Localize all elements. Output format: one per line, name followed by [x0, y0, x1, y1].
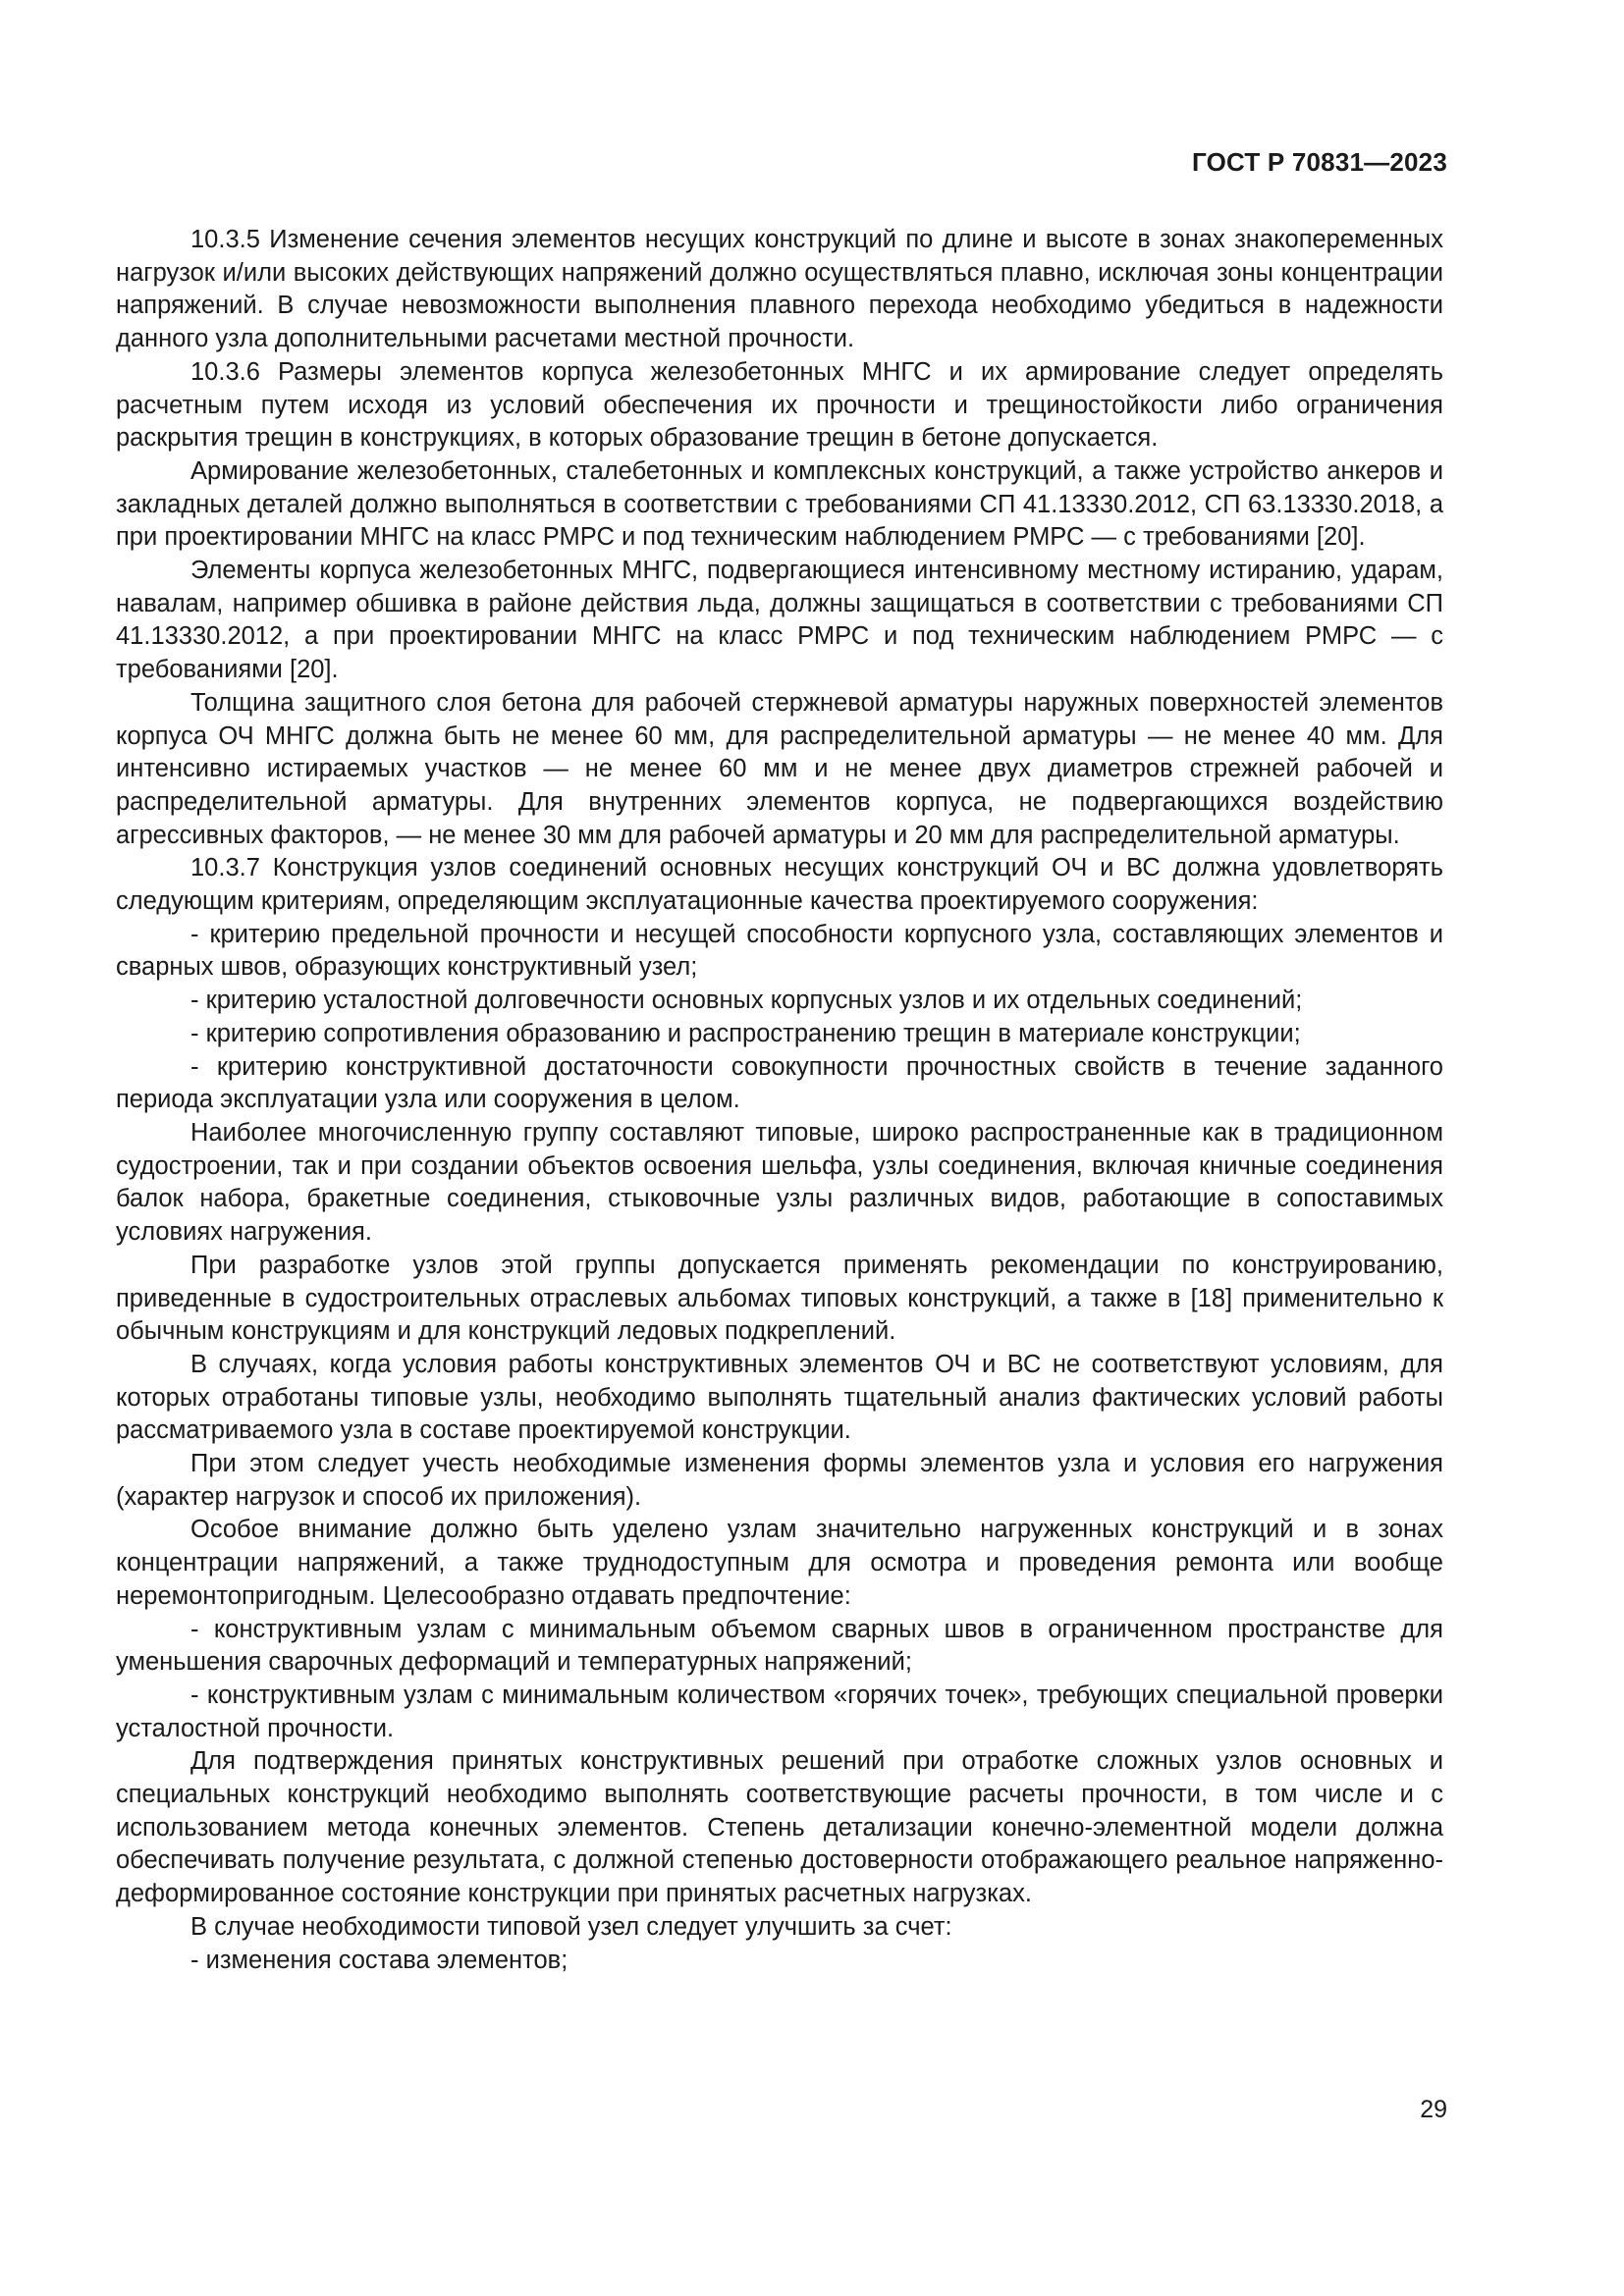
list-item-ultimate-strength: - критерию предельной прочности и несущей способности корпусного узла, составляющих элементов и сварных швов, образующих конструктивный узел;	[116, 920, 1443, 982]
list-item-change-composition: - изменения состава элементов;	[190, 1946, 568, 1974]
list-item-structural-sufficiency: - критерию конструктивной достаточности совокупности прочностных свойств в течение заданного периода эксплуатации узла или сооружения в целом.	[116, 1052, 1443, 1114]
paragraph-concrete-cover: Толщина защитного слоя бетона для рабочей стержневой арматуры наружных поверхностей элементов корпуса ОЧ МНГС должна быть не менее 60 мм, для распределительной арматуры — не менее 40 мм. Для интенсивно истираемых участков — не менее 60 мм и не менее двух диаметров стрежней рабочей и распределительной арматуры. Для внутренних элементов корпуса, не подвергающихся воздействию агрессивных факторов, — не менее 30 мм для рабочей арматуры и 20 мм для распределительной арматуры.	[116, 688, 1443, 849]
page-number: 29	[1420, 2096, 1447, 2123]
paragraph-special-attention: Особое внимание должно быть уделено узлам значительно нагруженных конструкций и в зонах концентрации напряжений, а также труднодоступным для осмотра и проведения ремонта или вообще неремонтопригодным. Целесообразно отдавать предпочтение:	[116, 1516, 1443, 1610]
paragraph-10-3-7: 10.3.7 Конструкция узлов соединений основных несущих конструкций ОЧ и ВС должна удовлетворять следующим критериям, определяющим эксплуатационные качества проектируемого сооружения:	[116, 854, 1443, 916]
list-item-hot-spots: - конструктивным узлам с минимальным количеством «горячих точек», требующих специальной проверки усталостной прочности.	[116, 1681, 1443, 1742]
paragraph-improve-node: В случае необходимости типовой узел следует улучшить за счет:	[190, 1912, 952, 1941]
paragraph-design-recommendations: При разработке узлов этой группы допускается применять рекомендации по конструированию, приведенные в судостроительных отраслевых альбомах типовых конструкций, а также в [18] применительно к обычным конструкциям и для конструкций ледовых подкреплений.	[116, 1251, 1443, 1346]
list-item-crack-resistance: - критерию сопротивления образованию и распространению трещин в материале конструкции;	[190, 1019, 1301, 1047]
list-item-fatigue: - критерию усталостной долговечности основных корпусных узлов и их отдельных соединений;	[190, 987, 1303, 1015]
paragraph-hull-protection: Элементы корпуса железобетонных МНГС, подвергающиеся интенсивному местному истиранию, ударам, навалам, например обшивка в районе действия льда, должны защищаться в соответствии с требованиями СП 41.13330.2012, а при проектировании МНГС на класс РМРС и под техническим наблюдением РМРС — с требованиями [20].	[116, 557, 1443, 684]
paragraph-fem-verification: Для подтверждения принятых конструктивных решений при отработке сложных узлов основных и специальных конструкций необходимо выполнять соответствующие расчеты прочности, в том числе и с использованием метода конечных элементов. Степень детализации конечно-элементной модели должна обеспечивать получение результата, с должной степенью достоверности отображающего реальное напряженно-деформированное состояние конструкции при принятых расчетных нагрузках.	[116, 1747, 1443, 1908]
paragraph-reinforcement: Армирование железобетонных, сталебетонных и комплексных конструкций, а также устройство анкеров и закладных деталей должно выполняться в соответствии с требованиями СП 41.13330.2012, СП 63.13330.2018, а при проектировании МНГС на класс РМРС и под техническим наблюдением РМРС — с требованиями [20].	[116, 456, 1443, 552]
document-number-header: ГОСТ Р 70831—2023	[1192, 147, 1447, 177]
paragraph-typical-nodes: Наиболее многочисленную группу составляют типовые, широко распространенные как в традиционном судостроении, так и при создании объектов освоения шельфа, узлы соединения, включая кничные соединения балок набора, бракетные соединения, стыковочные узлы различных видов, работающие в сопоставимых условиях нагружения.	[116, 1118, 1443, 1247]
paragraph-non-standard-conditions: В случаях, когда условия работы конструктивных элементов ОЧ и ВС не соответствуют условиям, для которых отработаны типовые узлы, необходимо выполнять тщательный анализ фактических условий работы рассматриваемого узла в составе проектируемой конструкции.	[116, 1350, 1443, 1445]
body-text	[116, 224, 1443, 1977]
list-item-min-welds: - конструктивным узлам с минимальным объемом сварных швов в ограниченном пространстве для уменьшения сварочных деформаций и температурных напряжений;	[116, 1615, 1443, 1677]
paragraph-10-3-5: 10.3.5 Изменение сечения элементов несущих конструкций по длине и высоте в зонах знакопеременных нагрузок и/или высоких действующих напряжений должно осуществляться плавно, исключая зоны концентрации напряжений. В случае невозможности выполнения плавного перехода необходимо убедиться в надежности данного узла дополнительными расчетами местной прочности.	[116, 226, 1443, 353]
paragraph-shape-changes: При этом следует учесть необходимые изменения формы элементов узла и условия его нагружения (характер нагрузок и способ их приложения).	[116, 1450, 1443, 1511]
paragraph-10-3-6: 10.3.6 Размеры элементов корпуса железобетонных МНГС и их армирование следует определять расчетным путем исходя из условий обеспечения их прочности и трещиностойкости либо ограничения раскрытия трещин в конструкциях, в которых образование трещин в бетоне допускается.	[116, 357, 1443, 453]
